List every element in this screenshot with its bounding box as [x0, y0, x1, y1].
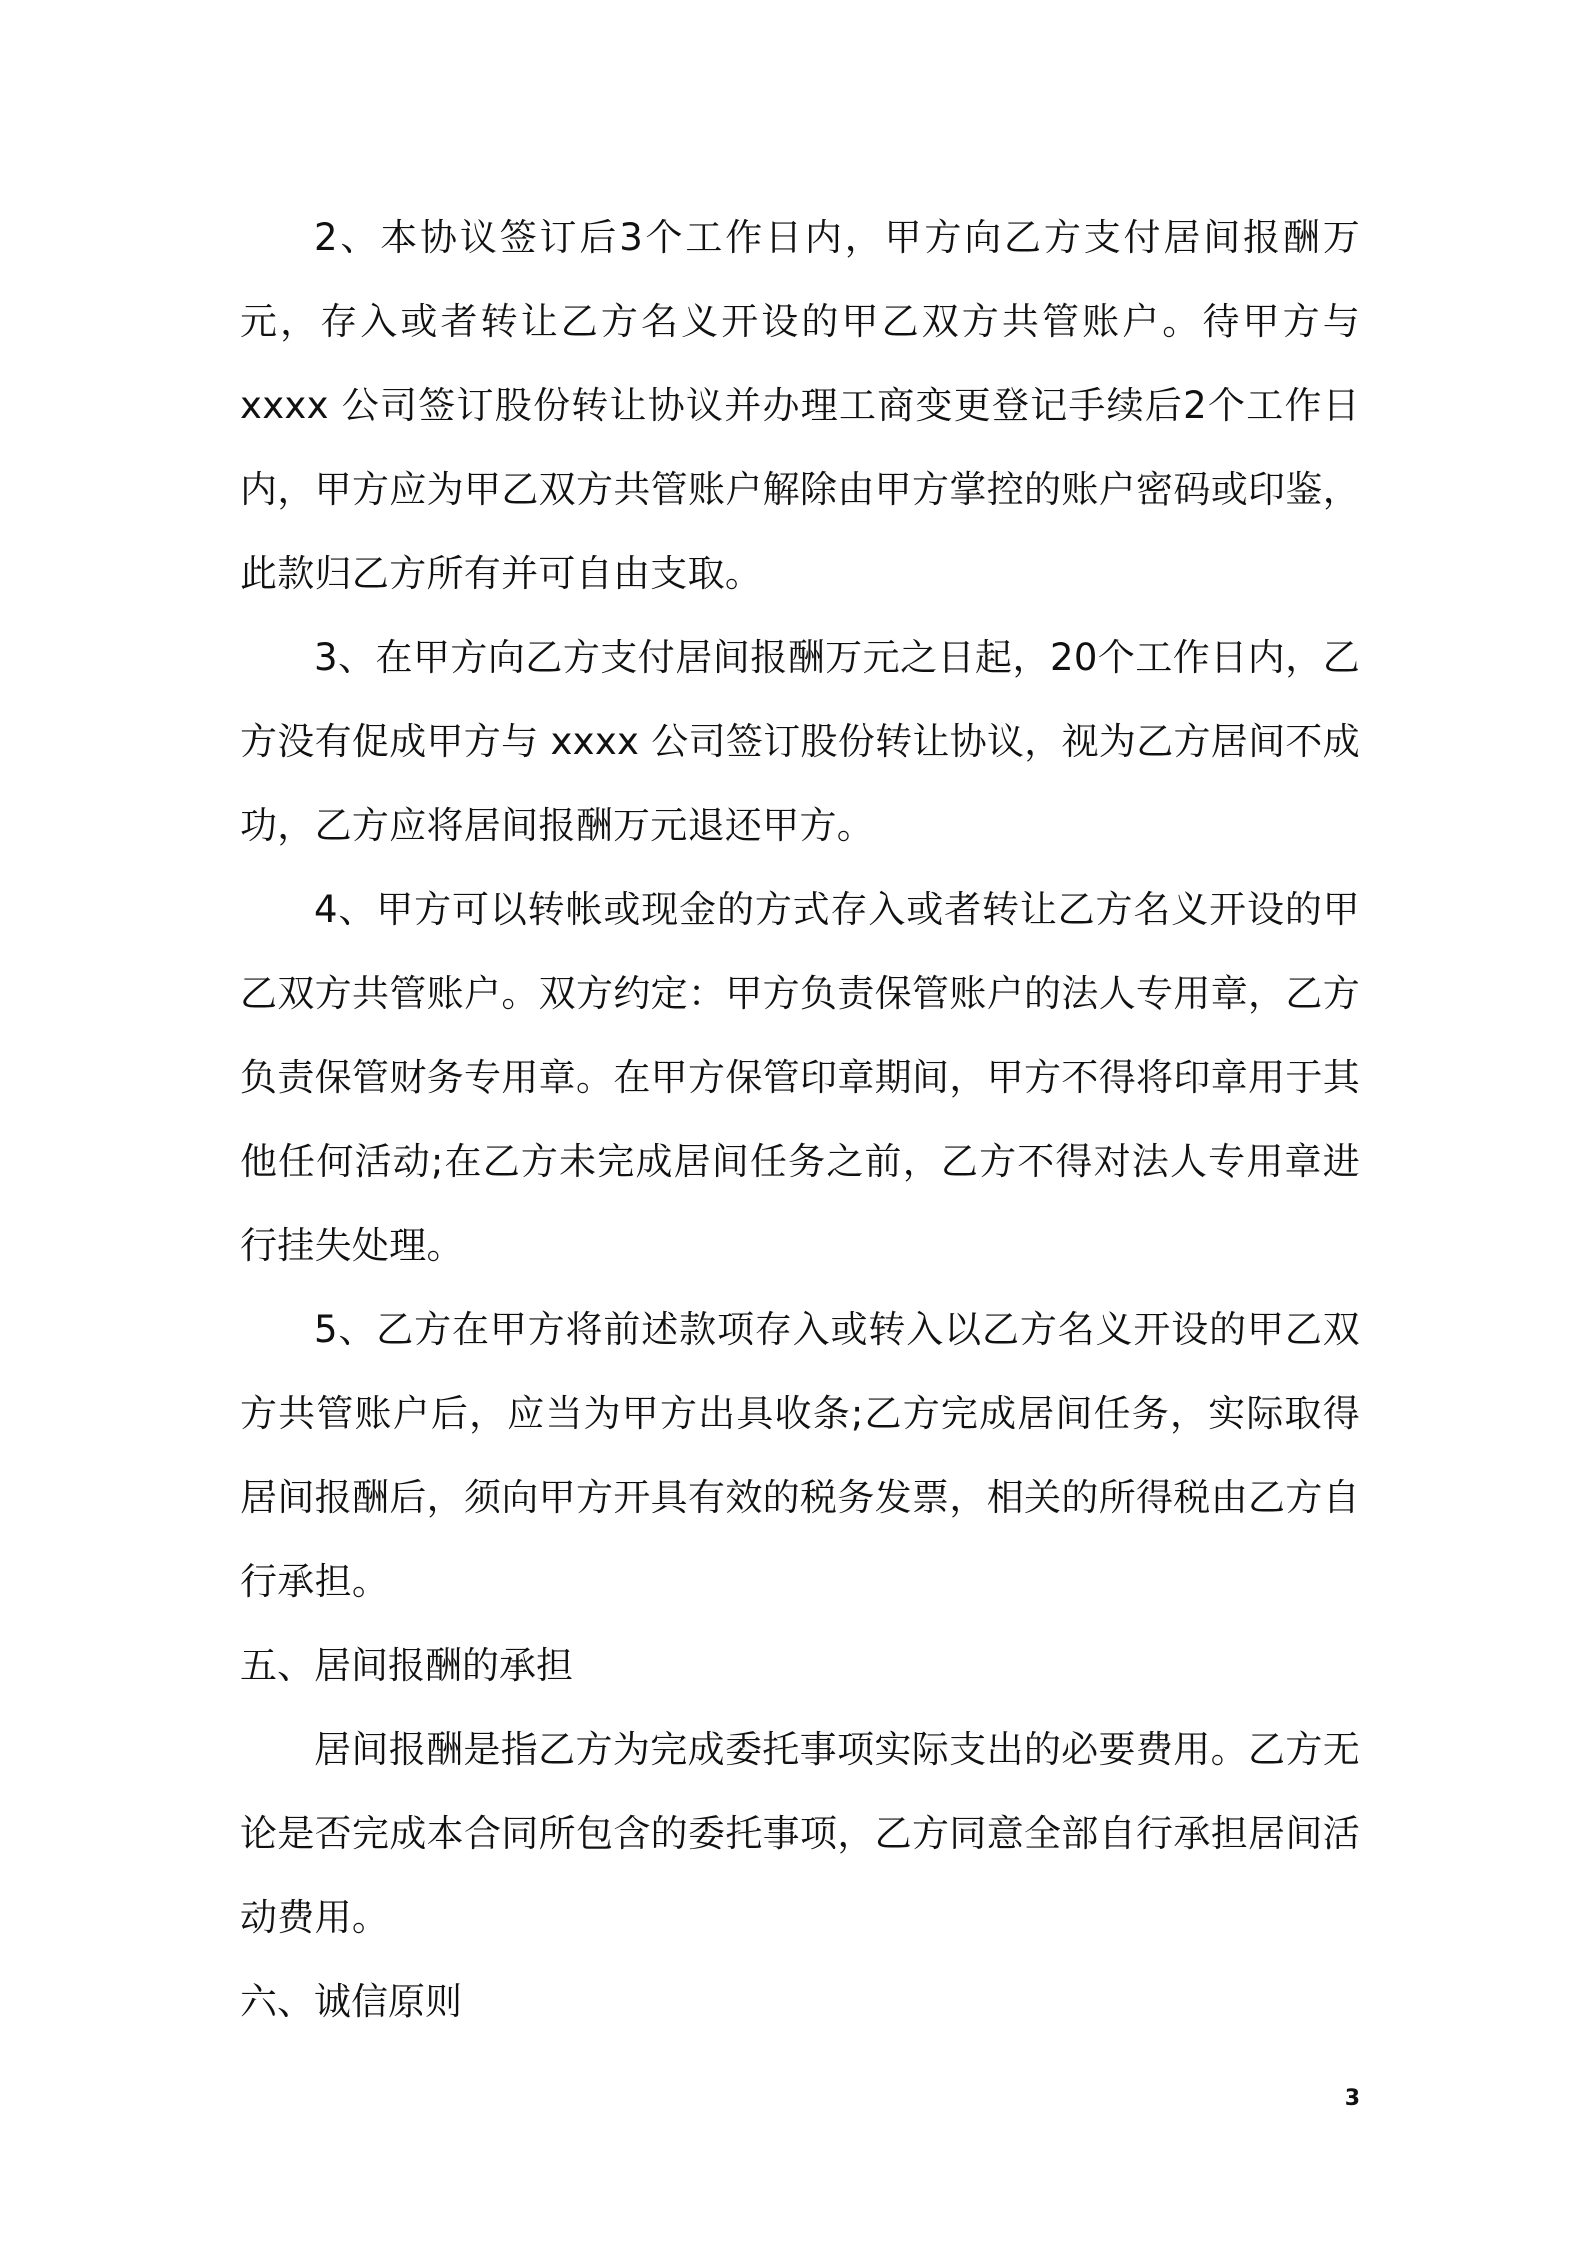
clause-5-paragraph: 5、乙方在甲方将前述款项存入或转入以乙方名义开设的甲乙双方共管账户后，应当为甲方出具收条;乙方完成居间任务，实际取得居间报酬后，须向甲方开具有效的税务发票，相关的所得税由乙方自行承担。: [240, 1308, 1360, 1603]
clause-4-paragraph: 4、甲方可以转帐或现金的方式存入或者转让乙方名义开设的甲乙双方共管账户。双方约定：甲方负责保管账户的法人专用章，乙方负责保管财务专用章。在甲方保管印章期间，甲方不得将印章用于其他任何活动;在乙方未完成居间任务之前，乙方不得对法人专用章进行挂失处理。: [240, 888, 1360, 1267]
section-5-paragraph: 居间报酬是指乙方为完成委托事项实际支出的必要费用。乙方无论是否完成本合同所包含的委托事项，乙方同意全部自行承担居间活动费用。: [240, 1728, 1360, 1939]
section-5-heading: 五、居间报酬的承担: [240, 1644, 573, 1687]
page-number: 3: [1344, 2086, 1360, 2111]
section-6-heading: 六、诚信原则: [240, 1980, 462, 2023]
clause-2-paragraph: 2、本协议签订后3个工作日内，甲方向乙方支付居间报酬万元，存入或者转让乙方名义开设的甲乙双方共管账户。待甲方与 xxxx 公司签订股份转让协议并办理工商变更登记手续后2个工作日内，甲方应为甲乙双方共管账户解除由甲方掌控的账户密码或印鉴，此款归乙方所有并可自由支取。: [240, 216, 1360, 595]
document-body: [240, 196, 1360, 2044]
clause-3-paragraph: 3、在甲方向乙方支付居间报酬万元之日起，20个工作日内，乙方没有促成甲方与 xxxx 公司签订股份转让协议，视为乙方居间不成功，乙方应将居间报酬万元退还甲方。: [240, 636, 1361, 847]
